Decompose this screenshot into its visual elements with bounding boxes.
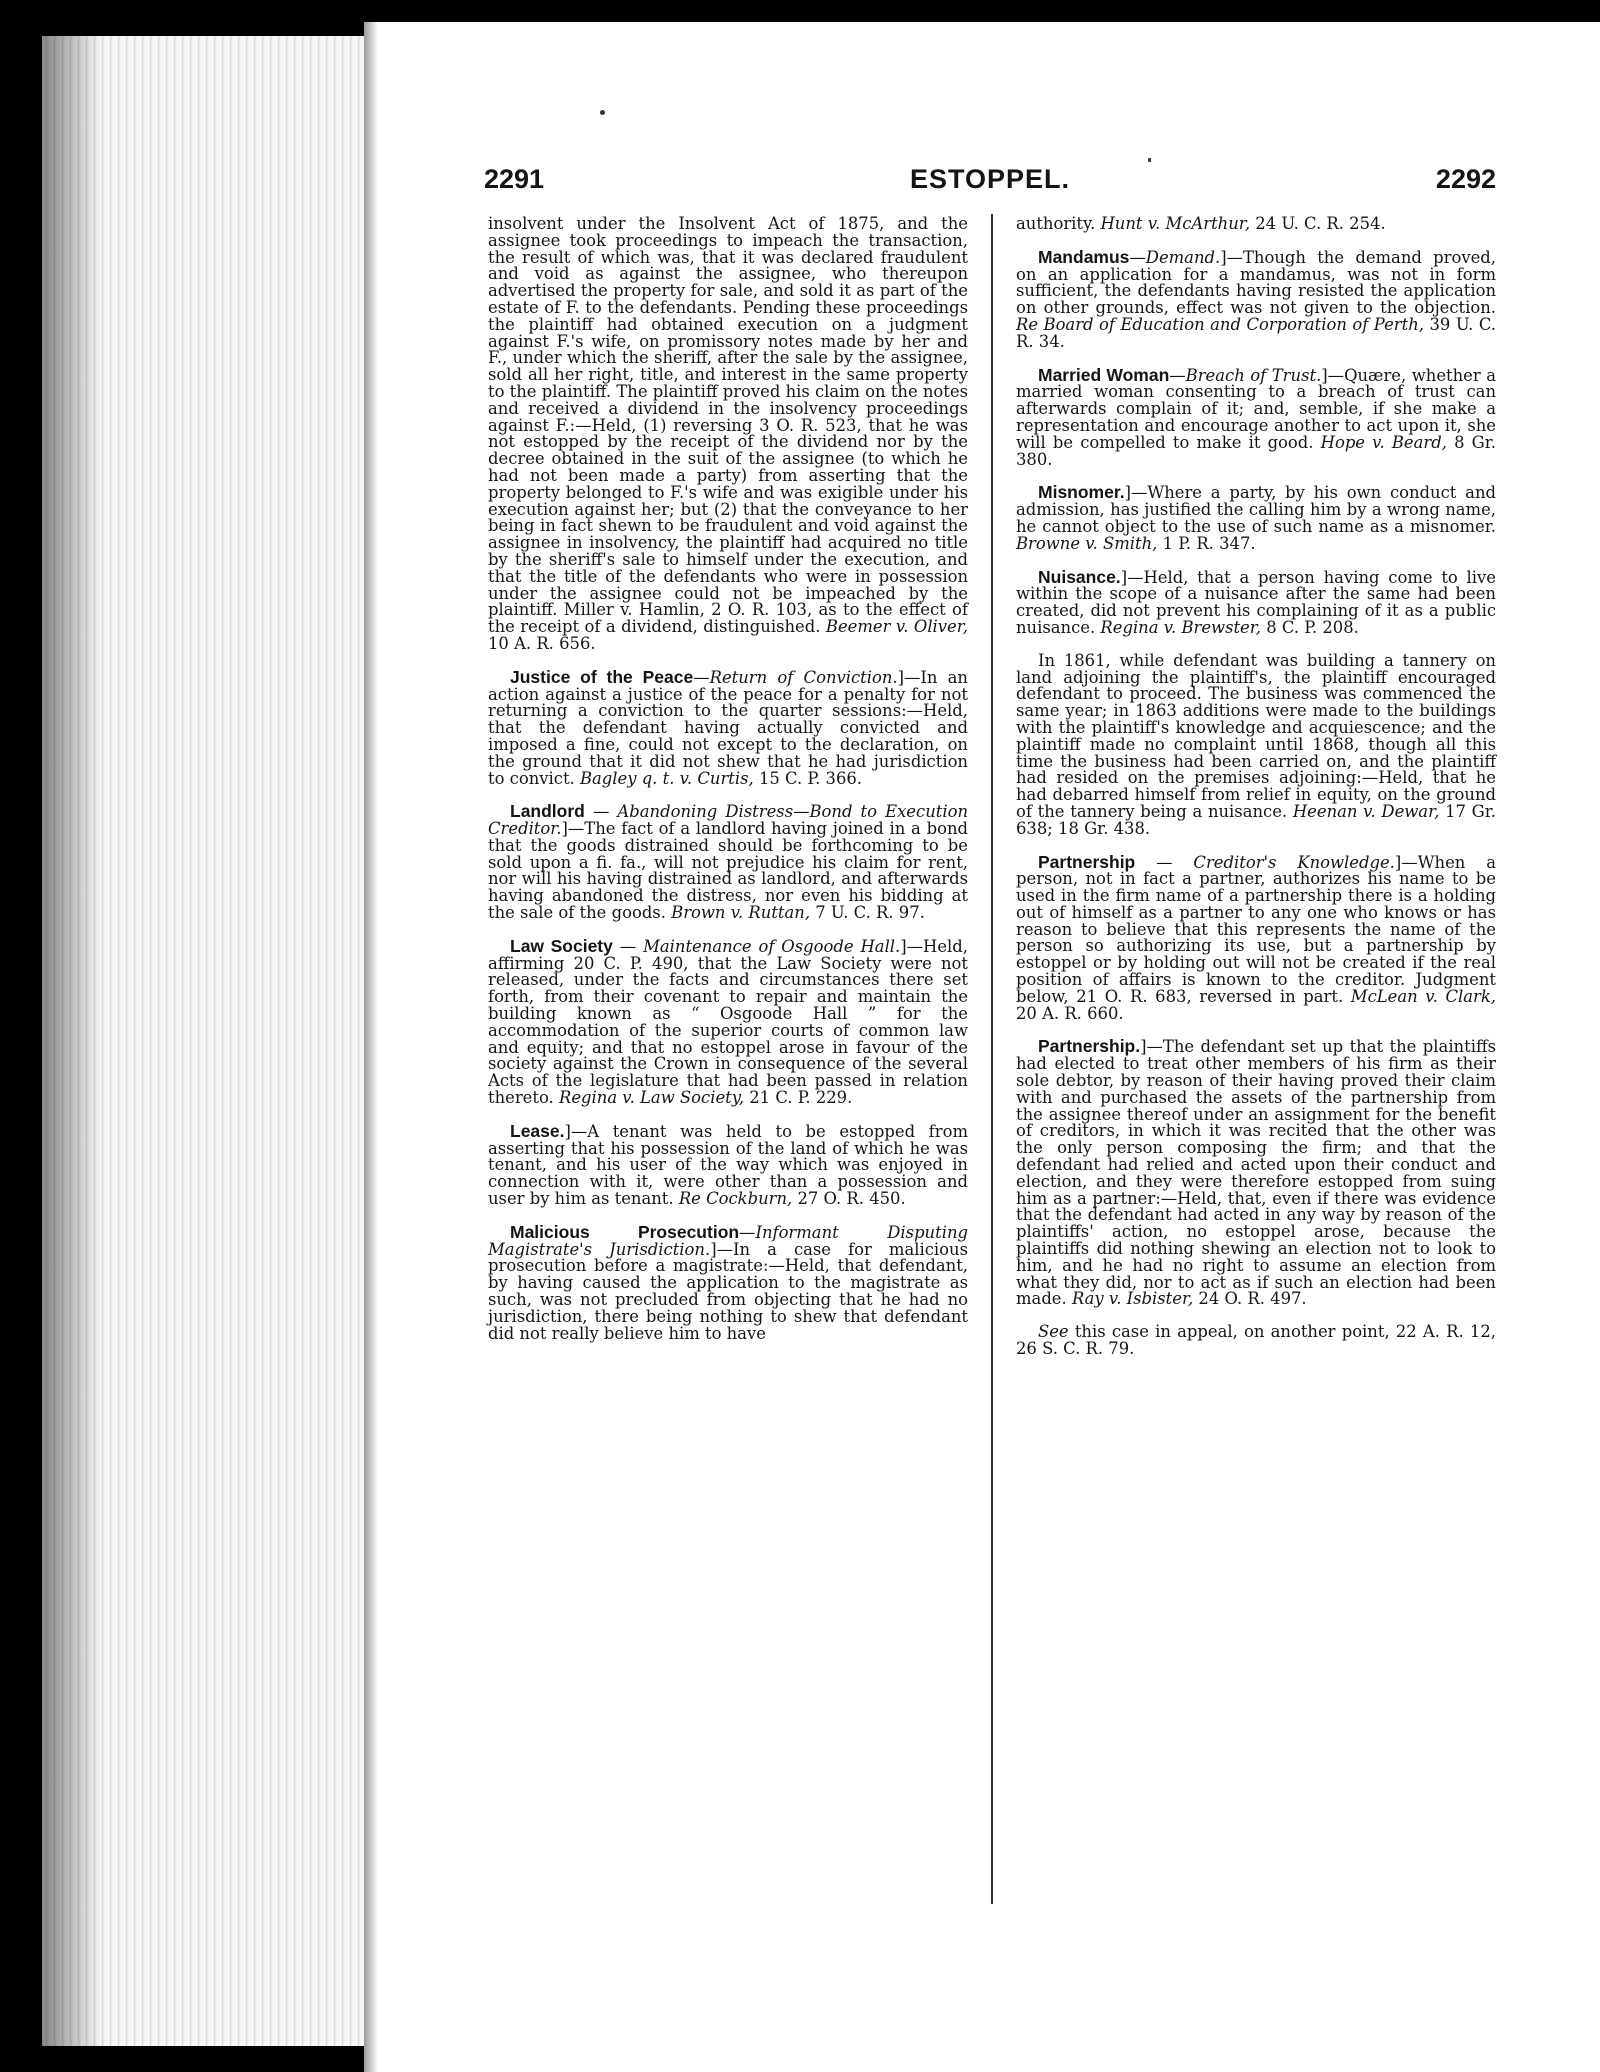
entry-paragraph — [488, 1120, 968, 1209]
entry-body: ]—When a person, not in fact a partner, authorizes his name to be used in the firm name of a partnership there is a holding out of himself as a partner to any one who knows or has reason to believe that this represents the name of the person so authorizing its use, but a partnership by estoppel or by holding out will not be created if the real position of affairs is known to the creditor. Judgment below, 21 O. R. 683, reversed in part. — [1016, 852, 1496, 1006]
right-column — [1016, 216, 1496, 1374]
case-reference: 7 U. C. R. 97. — [815, 903, 925, 923]
left-column — [488, 216, 968, 1358]
case-citation: Bagley q. t. v. Curtis, — [579, 768, 754, 788]
case-citation: Hope v. Beard, — [1320, 432, 1447, 452]
case-reference: 24 O. R. 497. — [1198, 1289, 1307, 1309]
entry-subheading: —Return of Conviction. — [693, 667, 898, 687]
entry-headword: Justice of the Peace — [510, 666, 694, 687]
entry-headword: Married Woman — [1038, 364, 1170, 385]
case-reference: 15 C. P. 366. — [758, 768, 863, 788]
entry-headword: Partnership. — [1038, 1036, 1141, 1057]
case-citation: Heenan v. Dewar, — [1292, 801, 1440, 821]
column-divider — [991, 214, 993, 1904]
entry-paragraph — [488, 803, 968, 922]
entry-paragraph — [1016, 566, 1496, 637]
case-reference: 27 O. R. 450. — [797, 1189, 906, 1209]
entry-paragraph — [1016, 364, 1496, 469]
dust-speck — [600, 110, 605, 115]
page-number-left: 2291 — [484, 164, 545, 194]
entry-paragraph — [1016, 216, 1496, 233]
entry-subheading: — Abandoning Distress—Bond to Execution Creditor. — [488, 802, 968, 839]
entry-body: authority. — [1016, 214, 1096, 233]
entry-headword: Mandamus — [1038, 246, 1130, 267]
case-reference: 10 A. R. 656. — [488, 633, 596, 653]
page-gutter — [364, 22, 378, 2072]
entry-body: ]—In an action against a justice of the peace for a penalty for not returning a conviction to the quarter sessions:—Held, that the defendant having actually convicted and imposed a fine, could not except to the declaration, on the ground that it did not shew that he had jurisdiction to convict. — [488, 667, 968, 788]
edge-shadow — [42, 36, 102, 2046]
case-reference: 24 U. C. R. 254. — [1255, 214, 1386, 233]
dust-speck — [1148, 158, 1151, 162]
entry-body: ]—Held, that a person having come to live within the scope of a nuisance after the same had been created, did not prevent his complaining of it as a public nuisance. — [1016, 567, 1496, 637]
entry-body: ]—Where a party, by his own conduct and admission, has justified the calling him by a wrong name, he cannot object to the use of such name as a misnomer. — [1016, 483, 1496, 536]
case-citation: Re Board of Education and Corporation of Perth, — [1016, 314, 1424, 334]
entry-paragraph — [1016, 1038, 1496, 1308]
case-reference: 20 A. R. 660. — [1016, 1003, 1124, 1023]
entry-body: ]—A tenant was held to be estopped from asserting that his possession of the land of which he was tenant, and his user of the way which was enjoyed in connection with it, were other than a possession and user by him as tenant. — [488, 1121, 968, 1209]
entry-subheading: — Maintenance of Osgoode Hall. — [612, 936, 901, 956]
case-citation: Hunt v. McArthur, — [1100, 214, 1251, 233]
running-header — [484, 164, 1496, 200]
entry-body: In 1861, while defendant was building a tannery on land adjoining the plaintiff's, the plaintiff encouraged defendant to proceed. The business was commenced the same year; in 1863 additions were made to the buildings with the plaintiff's knowledge and acquiescence; and the plaintiff made no complaint until 1868, though all this time the business had been carried on, and the plaintiff had resided on the premises adjoining:—Held, that he had debarred himself from relief in equity, on the ground of the tannery being a nuisance. — [1016, 650, 1496, 821]
entry-headword: Nuisance. — [1038, 566, 1121, 587]
entry-subheading: —Informant Disputing Magistrate's Jurisdiction. — [488, 1222, 968, 1259]
entry-subheading: —Demand. — [1129, 247, 1221, 267]
case-reference: 39 U. C. R. 34. — [1016, 314, 1496, 351]
case-reference: 8 C. P. 208. — [1266, 617, 1359, 637]
cross-reference-label: See — [1038, 1322, 1069, 1342]
case-reference: 1 P. R. 347. — [1162, 533, 1256, 553]
case-citation: Ray v. Isbister, — [1071, 1289, 1194, 1309]
entry-paragraph — [1016, 1324, 1496, 1358]
entry-body: ]—In a case for malicious prosecution before a magistrate:—Held, that defendant, by having caused the application to the magistrate as such, was not precluded from objecting that he had no jurisdiction, there being nothing to shew that defendant did not really believe him to have — [488, 1239, 968, 1343]
running-title: ESTOPPEL. — [909, 164, 1071, 194]
entry-paragraph — [1016, 851, 1496, 1023]
entry-body: insolvent under the Insolvent Act of 1875, and the assignee took proceedings to impeach the transaction, the result of which was, that it was declared fraudulent and void as against the assignee, who thereupon advertised the property for sale, and sold it as part of the estate of F. to the defendants. Pending these proceedings the plaintiff had obtained execution on a judgment against F.'s wife, on promissory notes made by her and F., under which the sheriff, after the sale by the assignee, sold all her right, title, and interest in the same property to the plaintiff. The plaintiff proved his claim on the notes and received a dividend in the insolvency proceedings against F.:—Held, (1) reversing 3 O. R. 523, that he was not estopped by the receipt of the dividend nor by the decree obtained in the suit of the assignee (to which he had not been made a party) from asserting that the property belonged to F.'s wife and was exigible under his execution against her; but (2) that the conveyance to her being in fact shewn to be fraudulent and void against the assignee in insolvency, the plaintiff had acquired no title by the sheriff's sale to himself under the execution, and that the title of the defendants who were in possession under the assignee could not be impeached by the plaintiff. Miller v. Hamlin, 2 O. R. 103, as to the effect of the receipt of a dividend, distinguished. — [488, 214, 968, 637]
entry-body: this case in appeal, on another point, 22 A. R. 12, 26 S. C. R. 79. — [1016, 1322, 1496, 1359]
case-reference: 21 C. P. 229. — [749, 1088, 853, 1108]
entry-paragraph — [1016, 484, 1496, 552]
entry-body: ]—Quære, whether a married woman consenting to a breach of trust can afterwards complain of it; and, semble, if she make a representation and encourage another to act upon it, she will be compelled to make it good. — [1016, 365, 1496, 452]
case-citation: Brown v. Ruttan, — [671, 903, 811, 923]
case-reference: 17 Gr. 638; 18 Gr. 438. — [1016, 801, 1496, 838]
case-citation: Regina v. Law Society, — [558, 1088, 745, 1108]
entry-headword: Partnership — [1038, 851, 1136, 872]
entry-paragraph — [1016, 246, 1496, 351]
case-citation: Re Cockburn, — [678, 1189, 793, 1209]
entry-paragraph — [488, 666, 968, 788]
entry-paragraph — [488, 935, 968, 1108]
entry-body: ]—Though the demand proved, on an application for a mandamus, was not in form sufficient, the defendants having resisted the application on other grounds, effect was not given to the objection. — [1016, 247, 1496, 318]
entry-headword: Landlord — [510, 801, 585, 822]
case-citation: Regina v. Brewster, — [1100, 617, 1262, 637]
case-citation: McLean v. Clark, — [1350, 986, 1496, 1006]
case-citation: Beemer v. Oliver, — [825, 617, 969, 637]
entry-body: ]—The fact of a landlord having joined in a bond that the goods distrained should be forthcoming to be sold upon a fi. fa., will not prejudice his claim for rent, nor will his having distrained as landlord, and afterwards having abandoned the distress, nor even his bidding at the sale of the goods. — [488, 819, 968, 923]
entry-headword: Lease. — [510, 1120, 565, 1141]
entry-body: ]—The defendant set up that the plaintiffs had elected to treat other members of his firm as their sole debtor, by reason of their having proved their claim with and purchased the assets of the partnership from the assignee thereof under an assignment for the benefit of creditors, in which it was recited that the other was the only person composing the firm; and that the defendant had relied and acted upon their conduct and election, and they were therefore estopped from suing him as a partner:—Held, that, even if there was evidence that the defendant had acted in any way by reason of the plaintiffs' action, no estoppel arose, because the plaintiffs did nothing shewing an election not to look to him, and he had no right to assume an election from what they did, nor to act as if such an election had been made. — [1016, 1037, 1496, 1309]
entry-headword: Law Society — [510, 935, 613, 956]
entry-subheading: — Creditor's Knowledge. — [1135, 852, 1395, 872]
entry-paragraph — [1016, 650, 1496, 838]
case-reference: 8 Gr. 380. — [1016, 432, 1496, 469]
entry-paragraph — [488, 1221, 968, 1343]
entry-headword: Misnomer. — [1038, 482, 1125, 503]
entry-paragraph — [488, 216, 968, 653]
entry-subheading: —Breach of Trust. — [1169, 365, 1322, 385]
book-page-edge — [0, 0, 372, 2072]
entry-body: ]—Held, affirming 20 C. P. 490, that the Law Society were not released, under the facts and circumstances there set forth, from their covenant to repair and maintain the building known as “ Osgoode Hall ” for the accommodation of the superior courts of common law and equity; and that no estoppel arose in favour of the society against the Crown in consequence of the several Acts of the legislature that had been passed in relation thereto. — [488, 936, 968, 1108]
page-number-right: 2292 — [1435, 164, 1496, 194]
case-citation: Browne v. Smith, — [1016, 533, 1158, 553]
entry-headword: Malicious Prosecution — [510, 1221, 740, 1242]
